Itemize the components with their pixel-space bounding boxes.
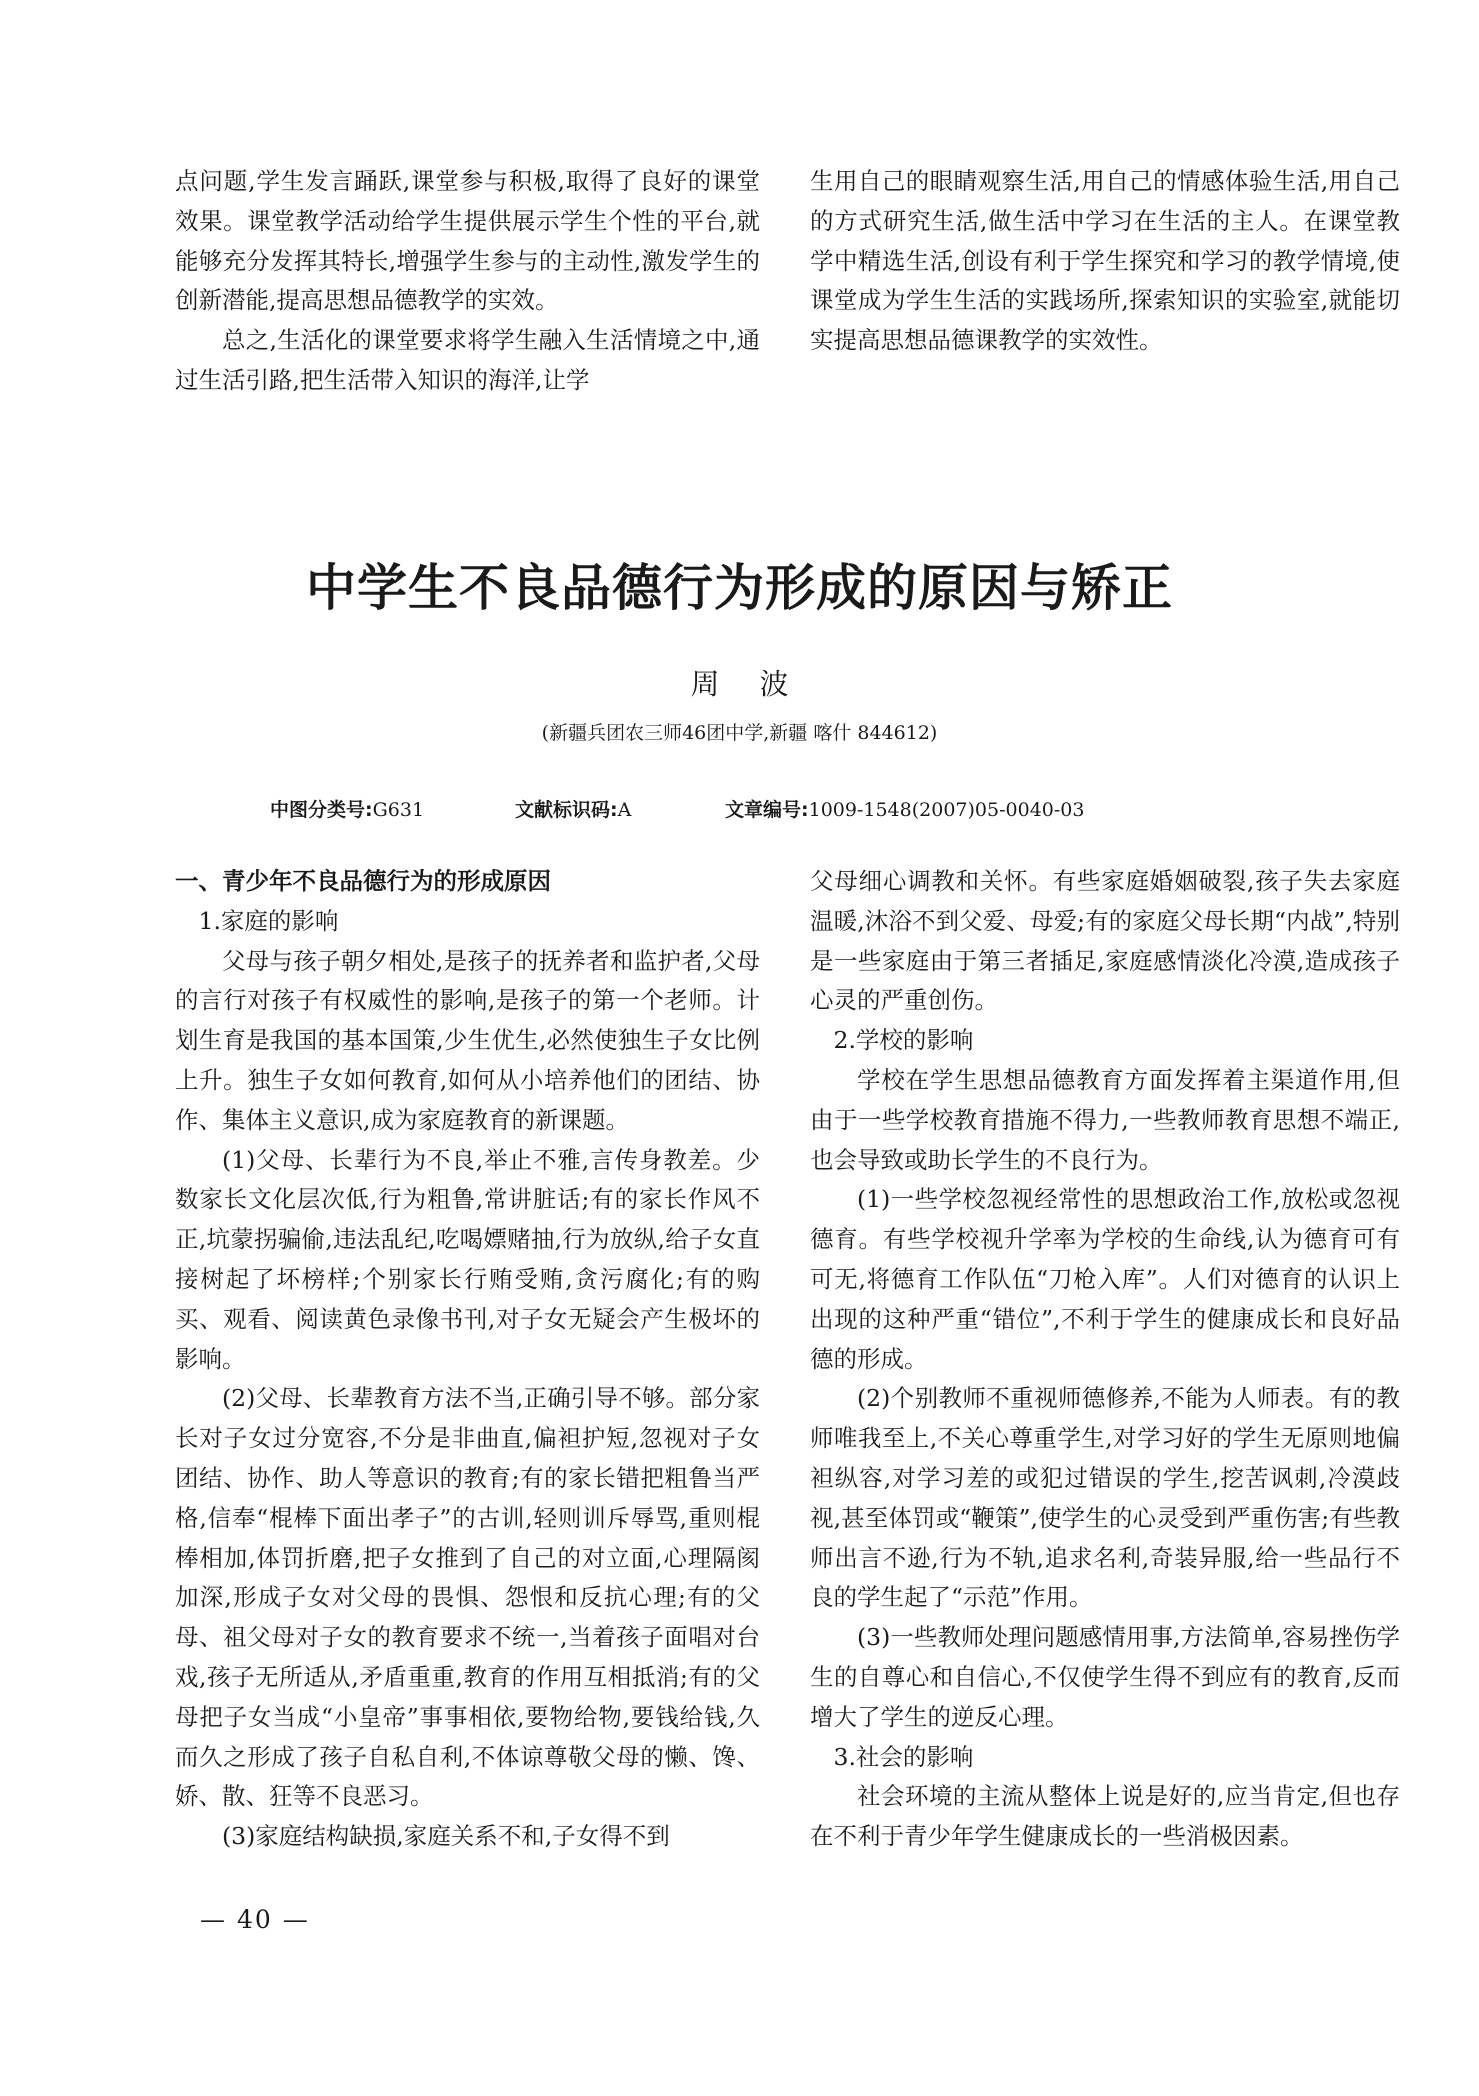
paragraph: (3)一些教师处理问题感情用事,方法简单,容易挫伤学生的自尊心和自信心,不仅使学生得不到应有的教育,反而增大了学生的逆反心理。 [810,1623,1400,1731]
article-title: 中学生不良品德行为形成的原因与矫正 [306,558,1173,617]
subsection-heading: 1.家庭的影响 [198,906,339,935]
page-number: — 40 — [200,1905,310,1934]
document-code: 文献标识码:A [515,799,632,821]
paragraph: 社会环境的主流从整体上说是好的,应当肯定,但也存在不利于青少年学生健康成长的一些消极因素。 [810,1782,1400,1851]
paragraph: (2)父母、长辈教育方法不当,正确引导不够。部分家长对子女过分宽容,不分是非曲直,偏袒护短,忽视对子女团结、协作、助人等意识的教育;有的家长错把粗鲁当严格,信奉“棍棒下面出孝子”的古训,轻则训斥辱骂,重则棍棒相加,体罚折磨,把子女推到了自己的对立面,心理隔阂加深,形成子女对父母的畏惧、怨恨和反抗心理;有的父母、祖父母对子女的教育要求不统一,当着孩子面唱对台戏,孩子无所适从,矛盾重重,教育的作用互相抵消;有的父母把子女当成“小皇帝”事事相依,要物给物,要钱给钱,久而久之形成了孩子自私自利,不体谅尊敬父母的懒、馋、娇、散、狂等不良恶习。 [175,1384,760,1811]
paragraph: 父母与孩子朝夕相处,是孩子的抚养者和监护者,父母的言行对孩子有权威性的影响,是孩子的第一个老师。计划生育是我国的基本国策,少生优生,必然使独生子女比例上升。独生子女如何教育,如何从小培养他们的团结、协作、集体主义意识,成为家庭教育的新课题。 [175,946,760,1134]
paragraph: (3)家庭结构缺损,家庭关系不和,子女得不到 [222,1822,670,1851]
prev-article-right-column [810,162,1400,361]
section-heading: 一、青少年不良品德行为的形成原因 [175,867,551,895]
paragraph: 总之,生活化的课堂要求将学生融入生活情境之中,通过生活引路,把生活带入知识的海洋,让学 [175,326,760,394]
author-affiliation: (新疆兵团农三师46团中学,新疆 喀什 844612) [541,722,938,744]
article-author: 周波 [690,667,829,701]
clc-number: 中图分类号:G631 [270,799,425,821]
prev-article-left-column [175,162,760,401]
paragraph: 学校在学生思想品德教育方面发挥着主渠道作用,但由于一些学校教育措施不得力,一些教师教育思想不端正,也会导致或助长学生的不良行为。 [810,1065,1400,1174]
body-left-column [175,862,760,1857]
paragraph: 点问题,学生发言踊跃,课堂参与积极,取得了良好的课堂效果。课堂教学活动给学生提供展示学生个性的平台,就能够充分发挥其特长,增强学生参与的主动性,激发学生的创新潜能,提高思想品德教学的实效。 [175,167,760,315]
paragraph: (1)父母、长辈行为不良,举止不雅,言传身教差。少数家长文化层次低,行为粗鲁,常讲脏话;有的家长作风不正,坑蒙拐骗偷,违法乱纪,吃喝嫖赌抽,行为放纵,给子女直接树起了坏榜样;个别家长行贿受贿,贪污腐化;有的购买、观看、阅读黄色录像书刊,对子女无疑会产生极坏的影响。 [175,1145,760,1373]
article-number: 文章编号:1009-1548(2007)05-0040-03 [725,799,1085,821]
body-right-column [810,862,1400,1857]
paragraph: 父母细心调教和关怀。有些家庭婚姻破裂,孩子失去家庭温暖,沐浴不到父爱、母爱;有的家庭父母长期“内战”,特别是一些家庭由于第三者插足,家庭感情淡化冷漠,造成孩子心灵的严重创伤。 [810,867,1400,1015]
paragraph: 生用自己的眼睛观察生活,用自己的情感体验生活,用自己的方式研究生活,做生活中学习在生活的主人。在课堂教学中精选生活,创设有利于学生探究和学习的教学情境,使课堂成为学生生活的实践场所,探索知识的实验室,就能切实提高思想品德课教学的实效性。 [810,167,1400,355]
subsection-heading: 3.社会的影响 [833,1742,974,1771]
paragraph: (1)一些学校忽视经常性的思想政治工作,放松或忽视德育。有些学校视升学率为学校的生命线,认为德育可有可无,将德育工作队伍“刀枪入库”。人们对德育的认识上出现的这种严重“错位”,不利于学生的健康成长和良好品德的形成。 [810,1185,1400,1373]
article-metadata [270,795,1084,822]
subsection-heading: 2.学校的影响 [833,1026,974,1055]
paragraph: (2)个别教师不重视师德修养,不能为人师表。有的教师唯我至上,不关心尊重学生,对学习好的学生无原则地偏袒纵容,对学习差的或犯过错误的学生,挖苦讽刺,冷漠歧视,甚至体罚或“鞭策”,使学生的心灵受到严重伤害;有些教师出言不逊,行为不轨,追求名利,奇装异服,给一些品行不良的学生起了“示范”作用。 [810,1384,1400,1612]
